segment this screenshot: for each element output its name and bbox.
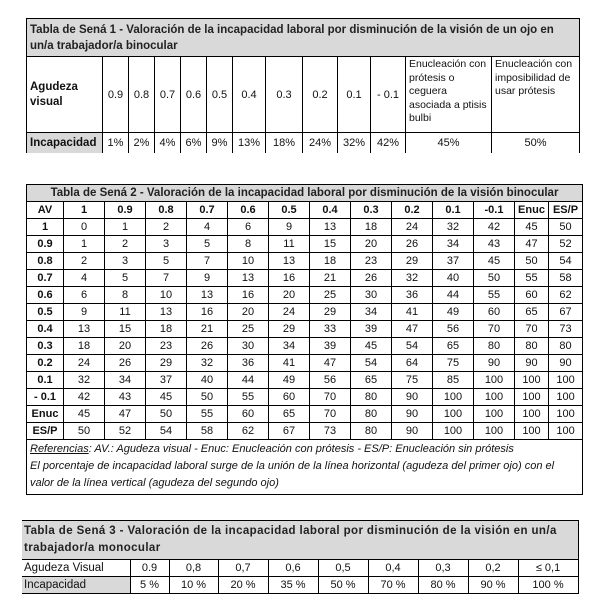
table2-cell: 50 <box>146 406 187 423</box>
table2-row-header: - 0.1 <box>27 389 64 406</box>
table2-cell: 45 <box>351 338 392 355</box>
table2-cell: 8 <box>228 236 269 253</box>
table2-cell: 2 <box>105 236 146 253</box>
table2-cell: 20 <box>351 236 392 253</box>
table2-cell: 73 <box>549 321 583 338</box>
table2-cell: 100 <box>433 406 474 423</box>
table2-cell: 80 <box>515 338 549 355</box>
table2-row <box>27 287 583 304</box>
table1-incapacity-cell: 42% <box>371 133 406 154</box>
table2-col-header: 0.5 <box>269 202 310 219</box>
table2-cell: 16 <box>269 270 310 287</box>
table2-cell: 5 <box>146 253 187 270</box>
table2-cell: 39 <box>310 338 351 355</box>
table2-cell: 21 <box>310 270 351 287</box>
table2-cell: 13 <box>64 321 105 338</box>
table2-cell: 49 <box>433 304 474 321</box>
table2-row <box>27 389 583 406</box>
table1-acuity-cell: 0.8 <box>129 57 155 133</box>
table3-incapacity-cell: 70 % <box>368 577 418 594</box>
table2-cell: 43 <box>474 236 515 253</box>
table2-cell: 45 <box>515 219 549 236</box>
table2-cell: 80 <box>351 389 392 406</box>
table2-cell: 90 <box>392 406 433 423</box>
table1-incapacity-label: Incapacidad <box>27 133 103 154</box>
table3-incapacity-cell: 90 % <box>468 577 518 594</box>
table2-cell: 15 <box>310 236 351 253</box>
table2-cell: 45 <box>64 406 105 423</box>
table2-row-header: 0.1 <box>27 372 64 389</box>
table2-cell: 67 <box>549 304 583 321</box>
table3-incapacity-cell: 5 % <box>130 577 169 594</box>
table2-cell: 100 <box>474 406 515 423</box>
references-label: Referencias <box>30 443 89 455</box>
table2-cell: 55 <box>187 406 228 423</box>
table2-cell: 39 <box>351 321 392 338</box>
table1-incapacity-cell: 1% <box>103 133 129 154</box>
table2-cell: 26 <box>351 270 392 287</box>
table2-col-header: 0.9 <box>105 202 146 219</box>
table2-cell: 20 <box>105 338 146 355</box>
table2-cell: 90 <box>474 355 515 372</box>
table2-row <box>27 372 583 389</box>
table2-cell: 100 <box>433 423 474 440</box>
table2-row-header: 1 <box>27 219 64 236</box>
table2-cell: 100 <box>515 372 549 389</box>
table1-enucleation-prosthesis-cell: Enucleación con prótesis o ceguera asociada a ptisis bulbi <box>406 57 492 133</box>
table3-incapacity-cell: 10 % <box>169 577 218 594</box>
table2-cell: 54 <box>549 253 583 270</box>
table2-cell: 73 <box>310 423 351 440</box>
table2-col-header: 0.3 <box>351 202 392 219</box>
table2-row <box>27 321 583 338</box>
table2-cell: 65 <box>433 338 474 355</box>
table2-row <box>27 304 583 321</box>
table2-cell: 58 <box>549 270 583 287</box>
table1-incapacity-cell: 50% <box>492 133 580 154</box>
table2-cell: 5 <box>105 270 146 287</box>
table2-cell: 18 <box>146 321 187 338</box>
table2-row <box>27 219 583 236</box>
table2-cell: 50 <box>187 389 228 406</box>
table2-cell: 90 <box>515 355 549 372</box>
table2-cell: 13 <box>228 270 269 287</box>
table2-cell: 100 <box>433 389 474 406</box>
table2-cell: 55 <box>474 287 515 304</box>
table2-cell: 80 <box>351 406 392 423</box>
table2-row-header: ES/P <box>27 423 64 440</box>
table2-cell: 34 <box>351 304 392 321</box>
table2-cell: 75 <box>433 355 474 372</box>
table2-cell: 43 <box>105 389 146 406</box>
table2-cell: 6 <box>228 219 269 236</box>
table1-enucleation-no-prosthesis-cell: Enucleación con imposibilidad de usar prótesis <box>492 57 580 133</box>
table3-acuity-cell: ≤ 0,1 <box>518 560 578 577</box>
table2-cell: 100 <box>549 406 583 423</box>
table2-cell: 54 <box>351 355 392 372</box>
table2-cell: 100 <box>515 406 549 423</box>
table2-cell: 36 <box>228 355 269 372</box>
table2-cell: 60 <box>515 287 549 304</box>
table2-cell: 42 <box>64 389 105 406</box>
table2-cell: 50 <box>515 253 549 270</box>
table2-cell: 70 <box>310 389 351 406</box>
table2-cell: 24 <box>64 355 105 372</box>
table2-cell: 3 <box>105 253 146 270</box>
table2-cell: 62 <box>228 423 269 440</box>
table2-cell: 34 <box>105 372 146 389</box>
table1-incapacity-cell: 4% <box>155 133 181 154</box>
table2-cell: 45 <box>474 253 515 270</box>
table1-incapacity-cell: 13% <box>233 133 266 154</box>
table2-body <box>27 219 583 440</box>
table2-row <box>27 406 583 423</box>
table2-cell: 30 <box>228 338 269 355</box>
table2-row <box>27 236 583 253</box>
table3-incapacity-cell: 50 % <box>318 577 368 594</box>
table2-cell: 85 <box>433 372 474 389</box>
table2-cell: 26 <box>187 338 228 355</box>
table1-incapacity-cell: 6% <box>181 133 207 154</box>
table2-cell: 16 <box>228 287 269 304</box>
table2-cell: 55 <box>228 389 269 406</box>
table2-cell: 58 <box>187 423 228 440</box>
table2-cell: 70 <box>310 406 351 423</box>
table2-cell: 60 <box>228 406 269 423</box>
table2-cell: 21 <box>187 321 228 338</box>
table2-cell: 70 <box>515 321 549 338</box>
table2-col-header: 0.4 <box>310 202 351 219</box>
table2-cell: 10 <box>228 253 269 270</box>
table2-cell: 9 <box>269 219 310 236</box>
table2-cell: 33 <box>310 321 351 338</box>
table2-cell: 100 <box>474 389 515 406</box>
table2-cell: 4 <box>187 219 228 236</box>
table2-cell: 100 <box>549 372 583 389</box>
table2-cell: 52 <box>105 423 146 440</box>
table2-cell: 100 <box>515 389 549 406</box>
table2-cell: 13 <box>310 219 351 236</box>
table2-cell: 23 <box>146 338 187 355</box>
table2-cell: 41 <box>392 304 433 321</box>
table2-cell: 50 <box>474 270 515 287</box>
table2-cell: 60 <box>269 389 310 406</box>
table2-cell: 100 <box>549 389 583 406</box>
table3-incapacity-cell: 35 % <box>268 577 318 594</box>
table2-cell: 29 <box>146 355 187 372</box>
table2-cell: 29 <box>392 253 433 270</box>
table2-cell: 65 <box>269 406 310 423</box>
table3-incapacity-row <box>22 577 578 594</box>
table2-cell: 90 <box>392 423 433 440</box>
table2-cell: 42 <box>474 219 515 236</box>
table2-cell: 45 <box>146 389 187 406</box>
table2-col-header: -0.1 <box>474 202 515 219</box>
table2-cell: 47 <box>105 406 146 423</box>
table2-cell: 18 <box>310 253 351 270</box>
table2-row <box>27 270 583 287</box>
table2-cell: 67 <box>269 423 310 440</box>
table3-acuity-cell: 0,4 <box>368 560 418 577</box>
table2-row <box>27 355 583 372</box>
table2-cell: 80 <box>549 338 583 355</box>
table1-incapacity-cell: 18% <box>266 133 303 154</box>
table2-cell: 13 <box>146 304 187 321</box>
table2-cell: 20 <box>269 287 310 304</box>
table2-cell: 40 <box>187 372 228 389</box>
table2-cell: 60 <box>474 304 515 321</box>
table1-acuity-cell: 0.9 <box>103 57 129 133</box>
table2-cell: 34 <box>269 338 310 355</box>
table2-col-header: 0.1 <box>433 202 474 219</box>
table1-acuity-cell: 0.7 <box>155 57 181 133</box>
table2-cell: 32 <box>64 372 105 389</box>
table2-cell: 100 <box>515 423 549 440</box>
table3-acuity-cell: 0,6 <box>268 560 318 577</box>
table2-cell: 32 <box>433 219 474 236</box>
table2-cell: 13 <box>187 287 228 304</box>
table3-title: Tabla de Sená 3 - Valoración de la incapacidad laboral por disminución de la visión en un/a trabajador/a monocular <box>22 521 578 560</box>
table2-cell: 55 <box>515 270 549 287</box>
table2-cell: 37 <box>146 372 187 389</box>
table2-cell: 90 <box>549 355 583 372</box>
table2-row-header: Enuc <box>27 406 64 423</box>
table2-cell: 47 <box>515 236 549 253</box>
sena-table-2 <box>26 184 583 495</box>
table1-incapacity-cell: 9% <box>207 133 233 154</box>
table2-cell: 32 <box>392 270 433 287</box>
table2-cell: 90 <box>392 389 433 406</box>
table2-cell: 24 <box>392 219 433 236</box>
table2-row <box>27 338 583 355</box>
references-explanation: El porcentaje de incapacidad laboral surge de la unión de la línea horizontal (agudeza del primer ojo) con el valor de la línea vertical (agudeza del segundo ojo) <box>30 460 555 489</box>
table2-col-header: 0.7 <box>187 202 228 219</box>
table2-cell: 37 <box>433 253 474 270</box>
table2-cell: 100 <box>474 423 515 440</box>
table2-cell: 34 <box>433 236 474 253</box>
table2-col-header: 0.6 <box>228 202 269 219</box>
table2-cell: 30 <box>351 287 392 304</box>
table2-cell: 16 <box>187 304 228 321</box>
table2-cell: 50 <box>549 219 583 236</box>
table2-cell: 1 <box>105 219 146 236</box>
table2-cell: 54 <box>392 338 433 355</box>
table2-cell: 3 <box>146 236 187 253</box>
table2-row-header: 0.2 <box>27 355 64 372</box>
table1-acuity-cell: - 0.1 <box>371 57 406 133</box>
table2-cell: 13 <box>269 253 310 270</box>
table2-title: Tabla de Sená 2 - Valoración de la incapacidad laboral por disminución de la visión binocular <box>27 185 583 202</box>
table2-cell: 20 <box>228 304 269 321</box>
table2-cell: 2 <box>146 219 187 236</box>
table1-acuity-cell: 0.1 <box>338 57 371 133</box>
table3-acuity-cell: 0,8 <box>169 560 218 577</box>
table2-cell: 8 <box>105 287 146 304</box>
table2-cell: 64 <box>392 355 433 372</box>
table1-acuity-row <box>27 57 580 133</box>
table2-cell: 9 <box>187 270 228 287</box>
table2-row-header: 0.7 <box>27 270 64 287</box>
table2-cell: 11 <box>269 236 310 253</box>
table2-cell: 15 <box>105 321 146 338</box>
references-abbreviations: : AV.: Agudeza visual - Enuc: Enucleación con prótesis - ES/P: Enucleación sin prótesis <box>88 443 514 455</box>
table2-cell: 2 <box>64 253 105 270</box>
table2-cell: 23 <box>351 253 392 270</box>
table2-cell: 0 <box>64 219 105 236</box>
table2-cell: 32 <box>187 355 228 372</box>
table2-cell: 24 <box>269 304 310 321</box>
table2-cell: 29 <box>269 321 310 338</box>
table1-incapacity-cell: 2% <box>129 133 155 154</box>
table2-cell: 36 <box>392 287 433 304</box>
sena-table-1 <box>26 18 580 153</box>
table2-row-header: 0.6 <box>27 287 64 304</box>
table2-cell: 29 <box>310 304 351 321</box>
table2-cell: 75 <box>392 372 433 389</box>
table2-cell: 47 <box>310 355 351 372</box>
table2-cell: 6 <box>64 287 105 304</box>
table3-acuity-cell: 0,2 <box>468 560 518 577</box>
table2-cell: 18 <box>64 338 105 355</box>
table2-row <box>27 423 583 440</box>
table2-col-header: AV <box>27 202 64 219</box>
table2-col-header: ES/P <box>549 202 583 219</box>
table2-cell: 40 <box>433 270 474 287</box>
table2-cell: 1 <box>64 236 105 253</box>
table2-cell: 100 <box>474 372 515 389</box>
table2-cell: 25 <box>310 287 351 304</box>
table1-acuity-cell: 0.2 <box>303 57 338 133</box>
table2-cell: 7 <box>187 253 228 270</box>
table1-acuity-cell: 0.3 <box>266 57 303 133</box>
table2-cell: 4 <box>64 270 105 287</box>
table1-incapacity-cell: 24% <box>303 133 338 154</box>
table2-row-header: 0.8 <box>27 253 64 270</box>
table2-cell: 10 <box>146 287 187 304</box>
table2-cell: 47 <box>392 321 433 338</box>
table1-acuity-cell: 0.4 <box>233 57 266 133</box>
table3-acuity-row <box>22 560 578 577</box>
table2-cell: 54 <box>146 423 187 440</box>
table3-acuity-label: Agudeza Visual <box>22 560 130 577</box>
table2-row-header: 0.9 <box>27 236 64 253</box>
table2-col-header: 0.8 <box>146 202 187 219</box>
table3-incapacity-cell: 20 % <box>218 577 268 594</box>
table1-incapacity-row <box>27 133 580 154</box>
table2-cell: 56 <box>310 372 351 389</box>
table3-acuity-cell: 0,7 <box>218 560 268 577</box>
table3-incapacity-label: Incapacidad <box>22 577 130 594</box>
table2-row-header: 0.5 <box>27 304 64 321</box>
table2-cell: 52 <box>549 236 583 253</box>
table2-col-header: Enuc <box>515 202 549 219</box>
table2-cell: 50 <box>64 423 105 440</box>
table2-cell: 9 <box>64 304 105 321</box>
sena-table-3 <box>22 520 579 594</box>
table1-acuity-cell: 0.6 <box>181 57 207 133</box>
table1-incapacity-cell: 32% <box>338 133 371 154</box>
table2-cell: 62 <box>549 287 583 304</box>
table2-row-header: 0.3 <box>27 338 64 355</box>
table1-acuity-cell: 0.5 <box>207 57 233 133</box>
table2-col-header: 0.2 <box>392 202 433 219</box>
table2-cell: 26 <box>392 236 433 253</box>
table3-acuity-cell: 0.9 <box>130 560 169 577</box>
table3-acuity-cell: 0,3 <box>418 560 468 577</box>
table2-row <box>27 253 583 270</box>
table2-cell: 41 <box>269 355 310 372</box>
table1-incapacity-cell: 45% <box>406 133 492 154</box>
table2-cell: 26 <box>105 355 146 372</box>
table2-cell: 100 <box>549 423 583 440</box>
table2-cell: 18 <box>351 219 392 236</box>
table1-acuity-label: Agudeza visual <box>27 57 103 133</box>
table2-references <box>27 440 583 495</box>
table2-row-header: 0.4 <box>27 321 64 338</box>
table2-cell: 80 <box>474 338 515 355</box>
table3-incapacity-cell: 80 % <box>418 577 468 594</box>
table2-cell: 7 <box>146 270 187 287</box>
table2-cell: 70 <box>474 321 515 338</box>
table2-cell: 25 <box>228 321 269 338</box>
table2-cell: 5 <box>187 236 228 253</box>
table2-cell: 49 <box>269 372 310 389</box>
table2-cell: 11 <box>105 304 146 321</box>
table3-incapacity-cell: 100 % <box>518 577 578 594</box>
table3-acuity-cell: 0,5 <box>318 560 368 577</box>
table2-cell: 65 <box>351 372 392 389</box>
table2-cell: 80 <box>351 423 392 440</box>
table2-header-row <box>27 202 583 219</box>
table1-title: Tabla de Sená 1 - Valoración de la incapacidad laboral por disminución de la visión de un ojo en un/a trabajador/a binocular <box>27 19 580 57</box>
table2-cell: 56 <box>433 321 474 338</box>
table2-cell: 44 <box>228 372 269 389</box>
table2-cell: 65 <box>515 304 549 321</box>
table2-col-header: 1 <box>64 202 105 219</box>
table2-cell: 44 <box>433 287 474 304</box>
